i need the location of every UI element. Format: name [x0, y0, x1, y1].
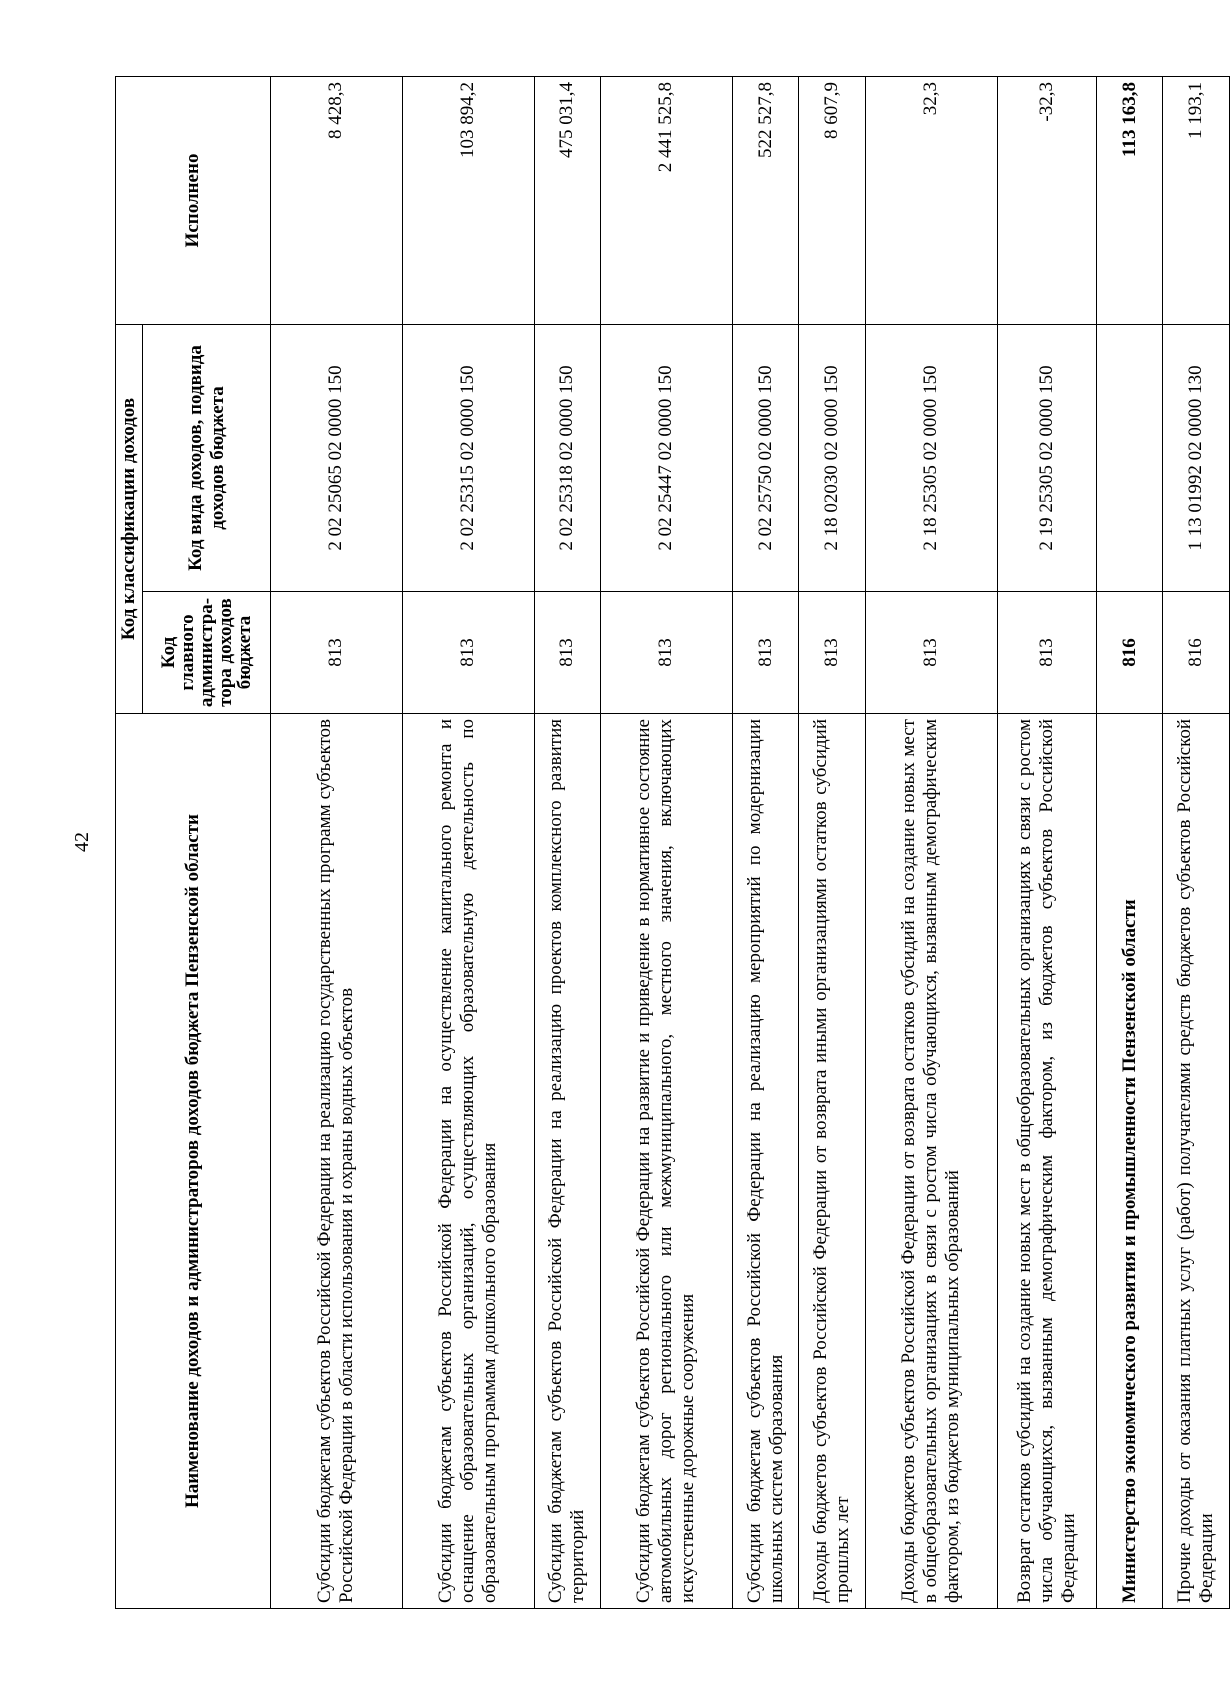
row-admin-code: 813: [402, 592, 534, 714]
row-admin-code: 813: [865, 592, 997, 714]
row-executed: 2 441 525,8: [601, 77, 733, 325]
row-admin-code: 813: [534, 592, 601, 714]
row-name: Субсидии бюджетам субъектов Российской Федерации на развитие и приведение в нормативное состояние автомобильных дорог регионального или межмуниципального, местного значения, включающих искусственные дорожные сооружения: [601, 714, 733, 1609]
header-name: Наименование доходов и администраторов доходов бюджета Пензенской области: [116, 714, 271, 1609]
row-executed: 1 193,1: [1163, 77, 1230, 325]
row-admin-code: 813: [601, 592, 733, 714]
row-revenue-code: 2 02 25065 02 0000 150: [271, 325, 403, 592]
row-executed: 8 607,9: [799, 77, 866, 325]
table-row: [799, 77, 866, 1609]
table-row: [1163, 77, 1230, 1609]
row-executed: -32,3: [997, 77, 1096, 325]
row-admin-code: 813: [997, 592, 1096, 714]
row-name: Субсидии бюджетам субъектов Российской Федерации на реализацию проектов комплексного развития территорий: [534, 714, 601, 1609]
row-revenue-code: [1096, 325, 1163, 592]
row-admin-code: 813: [732, 592, 799, 714]
row-name: Возврат остатков субсидий на создание новых мест в общеобразовательных организациях в связи с ростом числа обучающихся, вызванным демографическим фактором, из бюджетов субъектов Российской Федерации: [997, 714, 1096, 1609]
row-name: Субсидии бюджетам субъектов Российской Федерации на осуществление капитального ремонта и оснащение образовательных организаций, осуществляющих образовательную деятельность по образовательным программам дошкольного образования: [402, 714, 534, 1609]
row-admin-code: 813: [799, 592, 866, 714]
header-admin-code: Код главного администра-тора доходов бюджета: [143, 592, 271, 714]
row-revenue-code: 2 02 25750 02 0000 150: [732, 325, 799, 592]
row-executed: 475 031,4: [534, 77, 601, 325]
row-revenue-code: 2 18 02030 02 0000 150: [799, 325, 866, 592]
row-name: Министерство экономического развития и промышленности Пензенской области: [1096, 714, 1163, 1609]
row-revenue-code: 2 02 25318 02 0000 150: [534, 325, 601, 592]
header-classification: Код классификации доходов: [116, 325, 143, 714]
row-executed: 113 163,8: [1096, 77, 1163, 325]
row-name: Субсидии бюджетам субъектов Российской Федерации на реализацию государственных программ субъектов Российской Федерации в области использования и охраны водных объектов: [271, 714, 403, 1609]
row-executed: 522 527,8: [732, 77, 799, 325]
table-row: [402, 77, 534, 1609]
row-revenue-code: 2 02 25315 02 0000 150: [402, 325, 534, 592]
row-name: Доходы бюджетов субъектов Российской Федерации от возврата иными организациями остатков субсидий прошлых лет: [799, 714, 866, 1609]
row-name: Прочие доходы от оказания платных услуг (работ) получателями средств бюджетов субъектов Российской Федерации: [1163, 714, 1230, 1609]
row-name: Доходы бюджетов субъектов Российской Федерации от возврата остатков субсидий на создание новых мест в общеобразовательных организациях в связи с ростом числа обучающихся, вызванным демографическим фактором, из бюджетов муниципальных образований: [865, 714, 997, 1609]
header-executed: Исполнено: [116, 77, 271, 325]
row-revenue-code: 2 18 25305 02 0000 150: [865, 325, 997, 592]
row-admin-code: 813: [271, 592, 403, 714]
table-row: [997, 77, 1096, 1609]
row-revenue-code: 1 13 01992 02 0000 130: [1163, 325, 1230, 592]
row-executed: 8 428,3: [271, 77, 403, 325]
table-row: [601, 77, 733, 1609]
table-row: [732, 77, 799, 1609]
row-executed: 103 894,2: [402, 77, 534, 325]
table-row: [271, 77, 403, 1609]
table-row: [865, 77, 997, 1609]
header-revenue-code: Код вида доходов, подвида доходов бюджета: [143, 325, 271, 592]
row-revenue-code: 2 02 25447 02 0000 150: [601, 325, 733, 592]
table-row: [534, 77, 601, 1609]
row-admin-code: 816: [1096, 592, 1163, 714]
table-row-ministry: [1096, 77, 1163, 1609]
row-revenue-code: 2 19 25305 02 0000 150: [997, 325, 1096, 592]
row-admin-code: 816: [1163, 592, 1230, 714]
page-number: 42: [71, 832, 93, 852]
revenue-table: [115, 76, 1230, 1609]
row-executed: 32,3: [865, 77, 997, 325]
rotated-page: [115, 77, 1230, 1609]
row-name: Субсидии бюджетам субъектов Российской Федерации на реализацию мероприятий по модернизации школьных систем образования: [732, 714, 799, 1609]
